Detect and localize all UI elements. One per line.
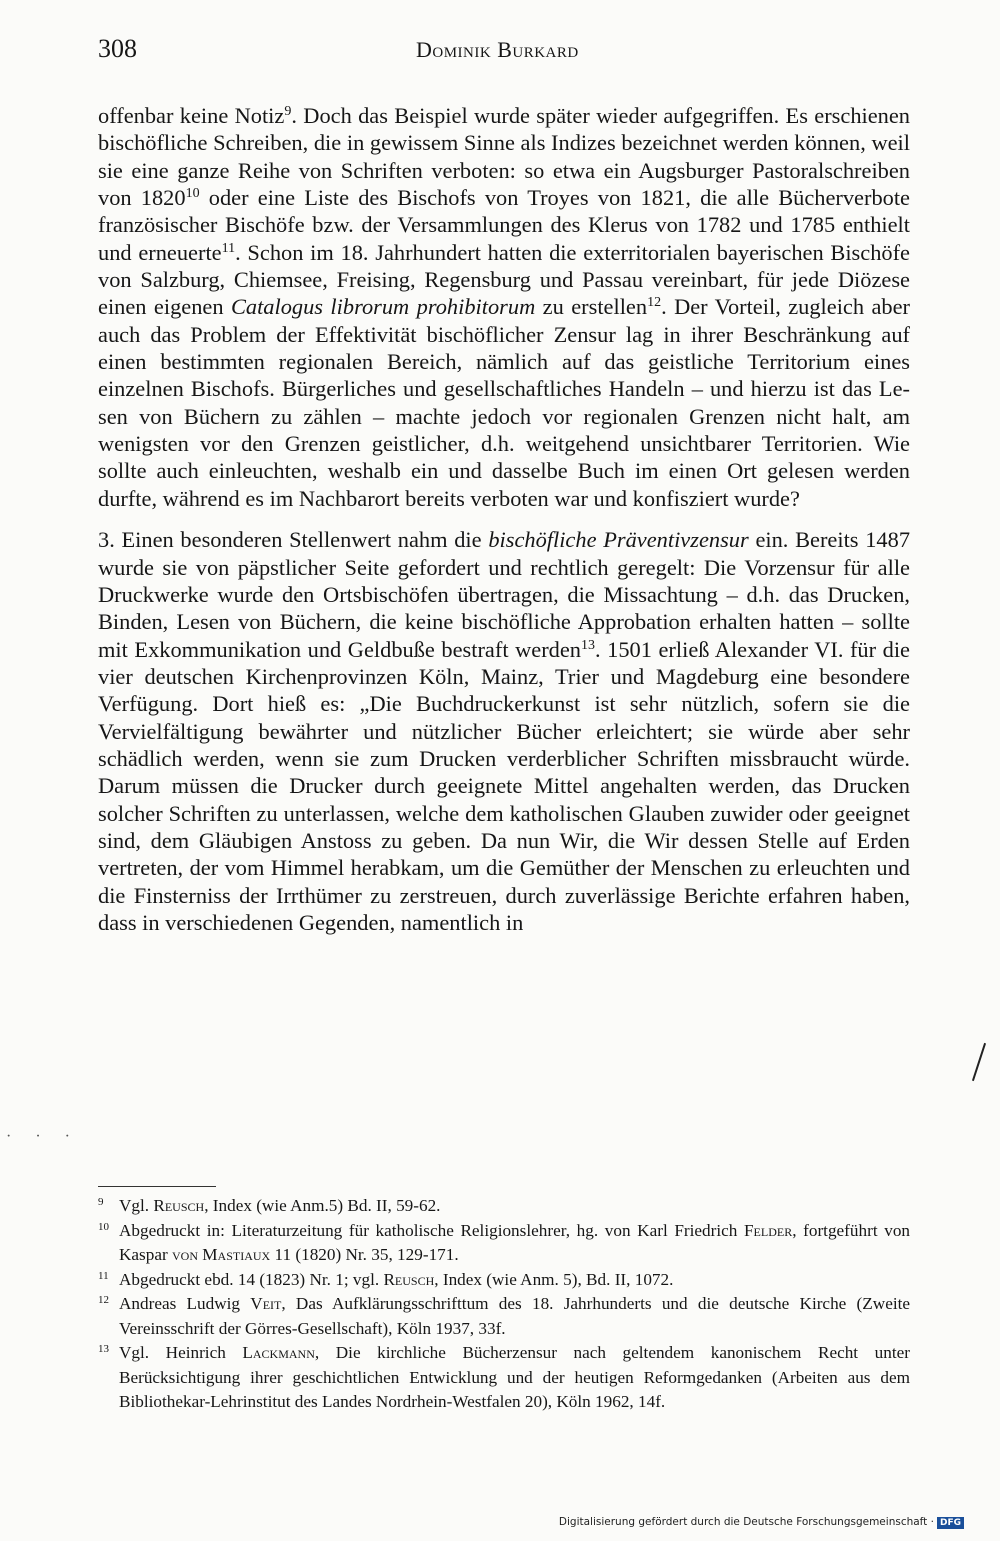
footnote [98, 1341, 910, 1415]
text-run: Andreas Ludwig [119, 1294, 251, 1313]
author-name: Felder [743, 1220, 793, 1240]
margin-dots: · · · [6, 1128, 80, 1145]
footnote-reference: 13 [581, 637, 595, 653]
text-run: . Der Vorteil, zugleich aber auch das Problem der Effektivität bischöflicher Zensur lag in ihrer Beschränkung auf einen bestimmten regionalen Bereich, nämlich auf das geistliche Territorium eines einzelnen Bischofs. Bürgerliches und gesellschaftliches Handeln – und hierzu ist das Lesen von Büchern zu zählen – machte jedoch vor regionalen Grenzen nicht halt, am wenigsten vor den Grenzen geistlicher, d.h. weitgehend unsichtbarer Territorien. Wie sollte auch einleuchten, weshalb ein und dasselbe Buch im einen Ort gelesen werden durfte, während es im Nachbarort bereits verboten war und konfisziert wurde? [98, 294, 910, 511]
text-run: . Doch das Beispiel wurde später wieder aufgegriffen. Es erschienen bischöfliche Schreiben, die in gewissem Sinne als Indizes bezeichnet werden können, weil sie eine ganze Reihe von Schriften verboten: so etwa ein Augsburger Pastoralschreiben von 1820 [98, 103, 910, 211]
author-name: von Mastiaux [171, 1245, 271, 1264]
footnote [98, 1292, 910, 1341]
footnote-reference: 10 [185, 186, 200, 202]
footnotes [98, 1194, 910, 1415]
text-run: . Schon im 18. Jahrhundert hatten die exterritorialen bayerischen Bischöfe von Salzburg, Chiemsee, Freising, Regensburg und Passau vereinbart, für jede Diözese einen eigenen [98, 239, 910, 320]
footnote-reference: 12 [647, 295, 662, 311]
footnote-number: 9 [98, 1196, 104, 1208]
text-run: 3. Einen besonderen Stellenwert nahm die [98, 527, 489, 553]
author-name: Reusch [153, 1196, 205, 1215]
text-run: . 1501 erließ Alexander VI. für die vier deutschen Kirchenprovinzen Köln, Mainz, Trier und Magdeburg eine besondere Verfügung. Dort hieß es: „Die Buchdruckerkunst ist sehr nützlich, sofern sie die Vervielfältigung bewährter und nützlicher Bücher erleichtert; sie würde aber sehr schädlich werden, wenn sie zum Drucken verderblicher Schriften missbraucht würde. Darum müssen die Drucker durch geeignete Mittel angehalten werden, das Drucken solcher Schriften zu unterlassen, welche dem katholischen Glauben zuwider oder geeignet sind, dem Gläubigen Anstoss zu geben. Da nun Wir, die Wir dessen Stelle auf Erden vertreten, der vom Himmel herabkam, um die Gemüther der Menschen zu erleuchten und die Finsterniss der Irrthümer zu zerstreuen, durch zuverlässige Berichte erfahren haben, dass in verschiedenen Gegenden, namentlich in [98, 636, 910, 935]
italic-title: Catalogus librorum prohibitorum [230, 294, 536, 320]
text-run: ein. Bereits 1487 wurde sie von päpstlicher Seite gefordert und rechtlich geregelt: Die Vorzensur für alle Druckwerke wurde den Ortsbischöfen übertragen, die Missachtung – d.h. das Drucken, Binden, Lesen von Büchern, die keine bischöfliche Approbation erhalten hatten – sollte mit Exkommunikation und Geldbuße bestraft werden [98, 527, 911, 662]
page-number: 308 [98, 34, 137, 63]
main-text [98, 102, 910, 936]
paragraph [98, 526, 910, 936]
author-name: Veit [250, 1294, 282, 1313]
page-header [98, 34, 910, 68]
text-run: , Index (wie Anm.5) Bd. II, 59-62. [204, 1196, 441, 1215]
italic-title: bischöfliche Präventivzensur [488, 527, 749, 553]
digitization-credit [559, 1516, 964, 1529]
footnote-number: 11 [98, 1269, 109, 1282]
running-head: Dominik Burkard [416, 37, 579, 62]
text-run: Abgedruckt ebd. 14 (1823) Nr. 1; vgl. [119, 1269, 384, 1289]
author-name: Reusch [383, 1269, 435, 1289]
text-run: , Index (wie Anm. 5), Bd. II, 1072. [434, 1269, 674, 1289]
text-run: Vgl. Heinrich [119, 1343, 243, 1362]
text-run: Abgedruckt in: Literaturzeitung für katholische Religionslehrer, hg. von Karl Friedrich [119, 1220, 744, 1240]
text-run: , Das Aufklärungsschrifttum des 18. Jahrhunderts und die deutsche Kirche (Zweite Vereinsschrift der Görres-Gesellschaft), Köln 1937, 33f. [119, 1294, 910, 1338]
footnote-divider [98, 1186, 216, 1187]
paragraph [98, 102, 910, 512]
footnote [98, 1219, 910, 1268]
footnote-reference: 9 [284, 104, 292, 119]
footnote [98, 1268, 910, 1293]
footnote-number: 13 [98, 1343, 109, 1355]
text-run: Vgl. [119, 1196, 154, 1215]
footnote [98, 1194, 910, 1219]
text-run: offenbar keine Notiz [98, 103, 285, 128]
footnote-number: 10 [98, 1220, 109, 1233]
footnote-number: 12 [98, 1294, 109, 1306]
text-run: 11 (1820) Nr. 35, 129-171. [270, 1245, 459, 1264]
credit-text: Digitalisierung gefördert durch die Deutsche Forschungsgemeinschaft · [558, 1516, 934, 1528]
text-run: oder eine Liste des Bischofs von Troyes von 1821, die alle Bücherverbote französischer Bischöfe bzw. der Versammlungen des Klerus von 1782 und 1785 enthielt und erneuerte [98, 185, 910, 265]
dfg-logo: DFG [937, 1517, 964, 1529]
footnote-reference: 11 [221, 240, 236, 256]
text-run: , fortgeführt von Kaspar [119, 1220, 911, 1264]
text-run: , Die kirchliche Bücherzensur nach geltendem kanonischem Recht unter Berücksichtigung ihrer geschichtlichen Entwicklung und der heutigen Reformgedanken (Arbeiten aus dem Bibliothekar-Lehrinstitut des Landes Nordrhein-Westfalen 20), Köln 1962, 14f. [119, 1343, 910, 1411]
margin-pen-mark [972, 1043, 986, 1082]
author-name: Lackmann [242, 1343, 315, 1362]
text-run: zu erstellen [535, 294, 648, 320]
